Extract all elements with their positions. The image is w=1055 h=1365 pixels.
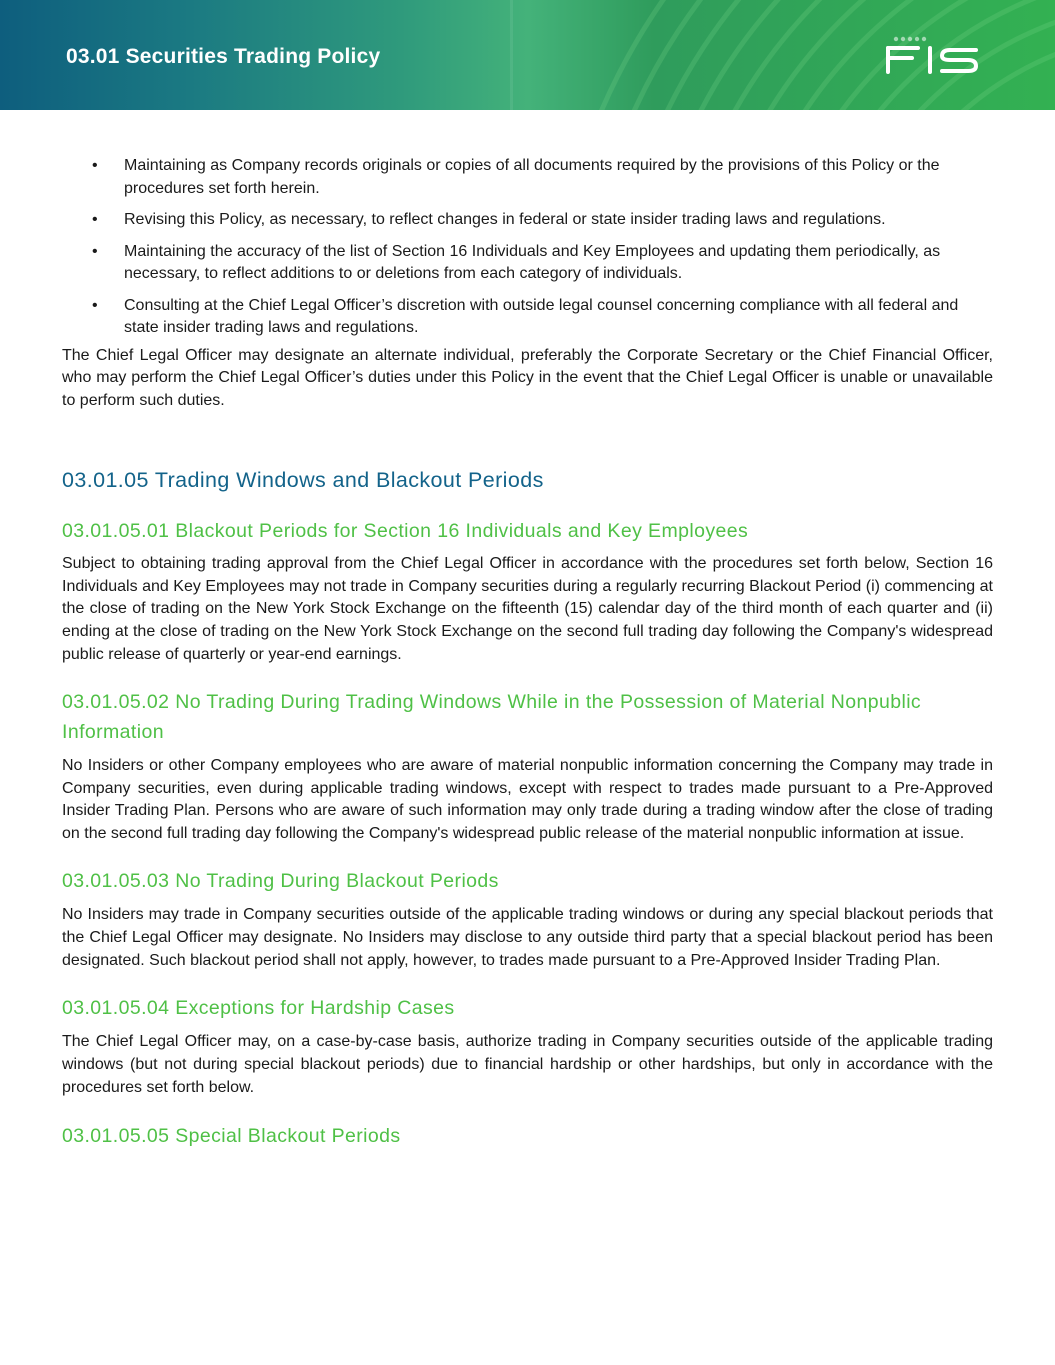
subsection-body-02: No Insiders or other Company employees who are aware of material nonpublic information concerning the Company may trade in Company securities, even during applicable trading windows, except with respect to trades made pursuant to a Pre-Approved Insider Trading Plan. Persons who are aware of such information may only trade during a trading window after the close of trading on the second full trading day following the Company's widespread public release of the material nonpublic information at issue. (62, 756, 993, 843)
subsection-heading-01: 03.01.05.01 Blackout Periods for Section 16 Individuals and Key Employees (62, 519, 749, 542)
subsection-heading-02: 03.01.05.02 No Trading During Trading Windows While in the Possession of Material Nonpublic Information (62, 690, 922, 743)
subsection-body-01: Subject to obtaining trading approval from the Chief Legal Officer in accordance with the procedures set forth below, Section 16 Individuals and Key Employees may not trade in Company securities during a regularly recurring Blackout Period (i) commencing at the close of trading on the New York Stock Exchange on the fifteenth (15) calendar day of the third month of each quarter and (ii) ending at the close of trading on the New York Stock Exchange on the second full trading day following the Company's widespread public release of quarterly or year-end earnings. (62, 554, 993, 664)
list-item: • Consulting at the Chief Legal Officer’s discretion with outside legal counsel concerning compliance with all federal and state insider trading laws and regulations. (92, 296, 959, 336)
page-title: 03.01 Securities Trading Policy (66, 45, 381, 68)
section-heading: 03.01.05 Trading Windows and Blackout Periods (62, 467, 544, 492)
bullet-icon: • (92, 296, 98, 314)
subsection-heading-03: 03.01.05.03 No Trading During Blackout Periods (62, 870, 499, 893)
subsection-heading-04: 03.01.05.04 Exceptions for Hardship Cases (62, 997, 455, 1020)
document-body (62, 155, 993, 1151)
fis-logo (884, 34, 984, 76)
list-item: • Maintaining as Company records originals or copies of all documents required by the provisions of this Policy or the procedures set forth herein. (92, 157, 940, 197)
bullet-icon: • (92, 157, 98, 174)
list-item: • Maintaining the accuracy of the list of Section 16 Individuals and Key Employees and updating them periodically, as necessary, to reflect additions to or deletions from each category of individuals. (92, 242, 941, 282)
bullet-icon: • (92, 242, 98, 260)
header-banner (0, 0, 1055, 110)
list-item: • Revising this Policy, as necessary, to reflect changes in federal or state insider trading laws and regulations. (62, 209, 993, 232)
subsection-body-04: The Chief Legal Officer may, on a case-by-case basis, authorize trading in Company securities outside of the applicable trading windows (but not during special blackout periods) due to financial hardship or other hardships, but only in accordance with the procedures set forth below. (62, 1033, 993, 1097)
subsection-body-03: No Insiders may trade in Company securities outside of the applicable trading windows or during any special blackout periods that the Chief Legal Officer may designate. No Insiders may disclose to any outside third party that a special blackout period has been designated. Such blackout period shall not apply, however, to trades made pursuant to a Pre-Approved Insider Trading Plan. (62, 906, 993, 969)
subsection-heading-05: 03.01.05.05 Special Blackout Periods (62, 1124, 401, 1147)
bullet-icon: • (92, 211, 98, 228)
responsibility-list (62, 155, 993, 340)
alternate-officer-paragraph: The Chief Legal Officer may designate an alternate individual, preferably the Corporate Secretary or the Chief Financial Officer, who may perform the Chief Legal Officer’s duties under this Policy in the event that the Chief Legal Officer is unable or unavailable to perform such duties. (62, 346, 993, 410)
